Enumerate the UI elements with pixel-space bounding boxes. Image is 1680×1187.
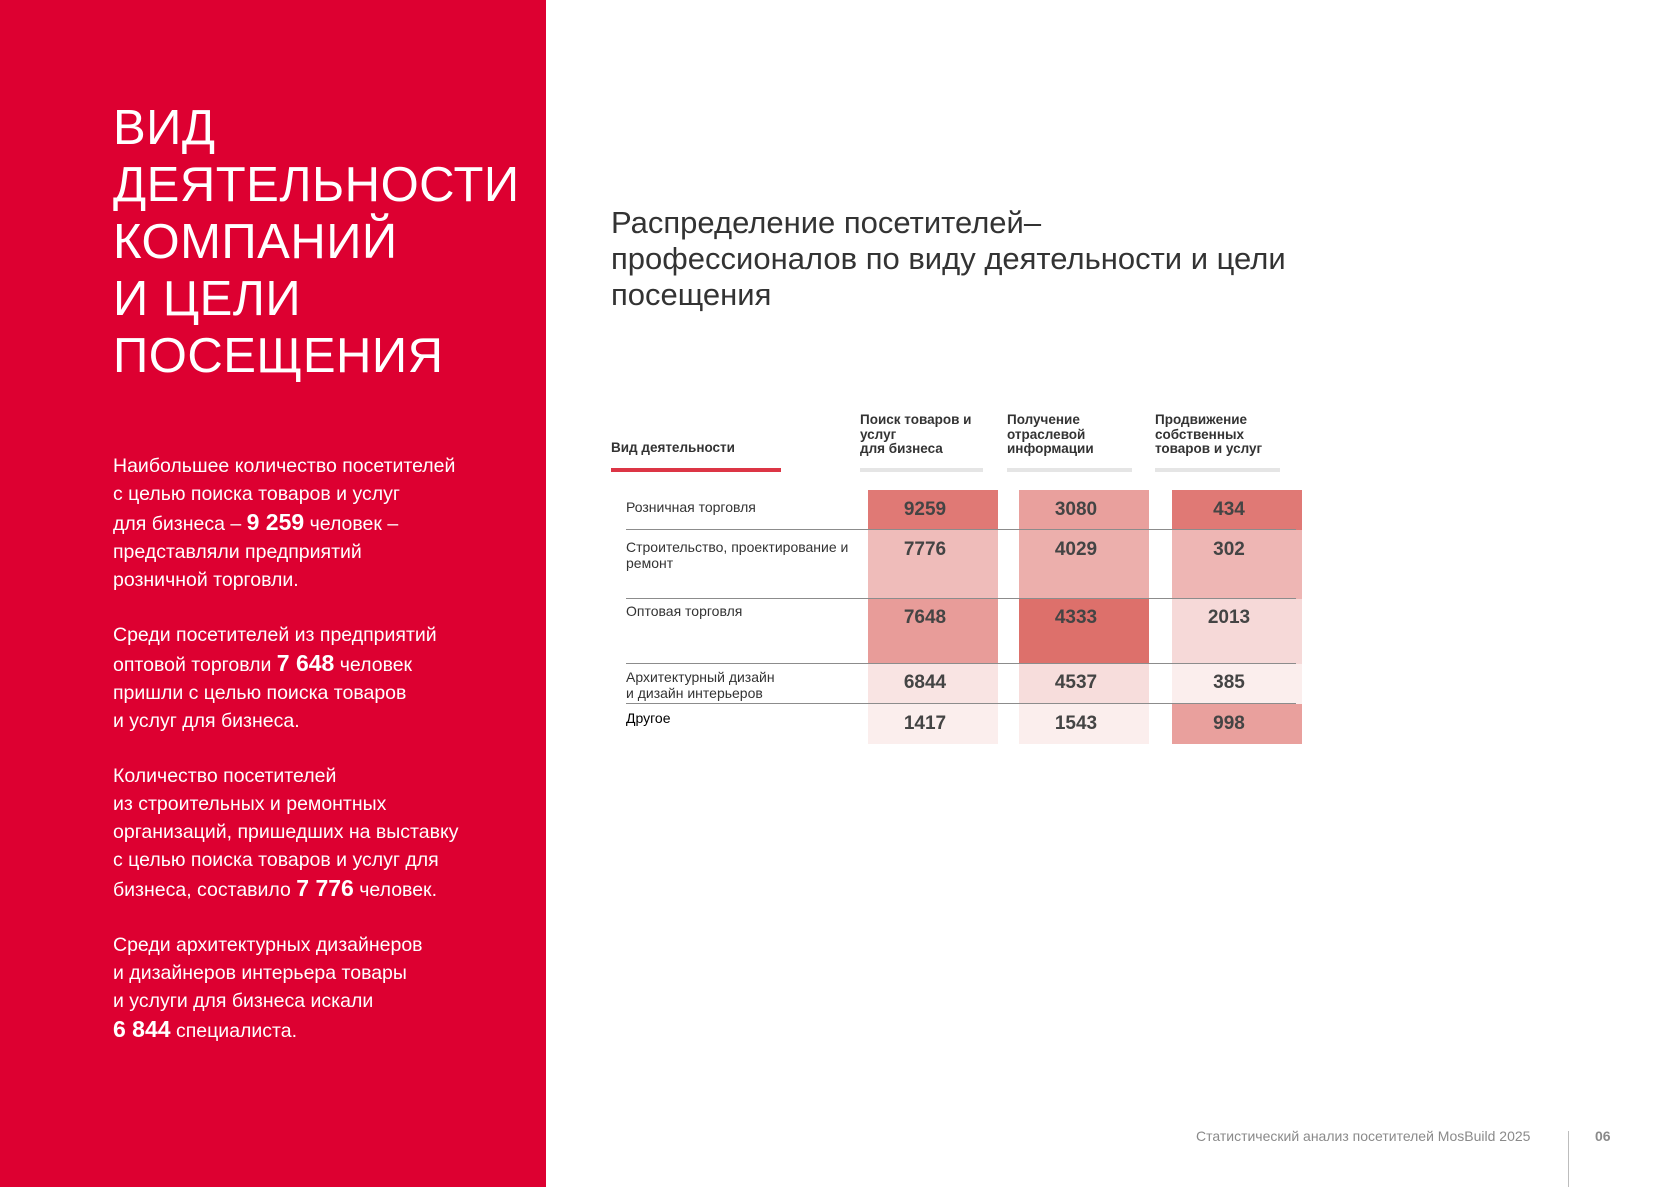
highlight-number: 6 844 bbox=[113, 1016, 171, 1042]
text-line: Среди посетителей из предприятий bbox=[113, 624, 437, 646]
text-line: с целью поиска товаров и услуг bbox=[113, 483, 401, 505]
text-line: представляли предприятий bbox=[113, 541, 362, 563]
text-line: из строительных и ремонтных bbox=[113, 793, 387, 815]
title-line: КОМПАНИЙ bbox=[113, 215, 398, 269]
chart-title-line: Распределение посетителей– bbox=[611, 205, 1042, 240]
table-value: 998 bbox=[1213, 713, 1245, 734]
column-header-line: Поиск товаров и bbox=[860, 412, 972, 427]
table-value: 9259 bbox=[903, 499, 947, 520]
table-value: 434 bbox=[1213, 499, 1245, 520]
title-line: ДЕЯТЕЛЬНОСТИ bbox=[113, 158, 520, 212]
summary-paragraph-construction bbox=[113, 762, 513, 904]
column-header-underline bbox=[860, 468, 983, 472]
row-divider bbox=[626, 598, 1296, 599]
row-label-line: Оптовая торговля bbox=[626, 603, 743, 619]
column-header-line: услуг bbox=[860, 426, 897, 442]
column-header bbox=[1155, 413, 1262, 457]
column-header-line: Получение bbox=[1007, 412, 1080, 427]
row-label-line: ремонт bbox=[626, 554, 674, 571]
table-value: 302 bbox=[1213, 539, 1245, 560]
row-label bbox=[626, 711, 670, 727]
title-line: ВИД bbox=[113, 101, 216, 155]
text-line: человек bbox=[334, 654, 413, 676]
row-label-line: и дизайн интерьеров bbox=[626, 684, 763, 701]
table-value: 2013 bbox=[1207, 607, 1251, 628]
table-value: 1543 bbox=[1054, 713, 1098, 734]
highlight-number: 7 776 bbox=[296, 875, 354, 901]
row-divider bbox=[626, 703, 1296, 704]
text-line: Наибольшее количество посетителей bbox=[113, 455, 456, 477]
table-value: 1417 bbox=[903, 713, 947, 734]
text-line: организаций, пришедших на выставку bbox=[113, 821, 459, 843]
summary-paragraph-wholesale bbox=[113, 621, 513, 735]
text-line: оптовой торговли bbox=[113, 654, 277, 676]
summary-paragraph-retail bbox=[113, 452, 513, 594]
text-line: и услуги для бизнеса искали bbox=[113, 990, 374, 1012]
summary-text bbox=[113, 452, 513, 1072]
text-line: с целью поиска товаров и услуг для bbox=[113, 849, 439, 871]
text-line: Количество посетителей bbox=[113, 765, 337, 787]
column-header-line: товаров и услуг bbox=[1155, 441, 1263, 456]
column-header-underline bbox=[1155, 468, 1280, 472]
column-header bbox=[1007, 413, 1094, 457]
column-header-underline bbox=[1007, 468, 1132, 472]
text-line: человек – bbox=[304, 513, 399, 535]
column-header-line: отраслевой bbox=[1007, 426, 1086, 442]
chart-title-line: посещения bbox=[611, 277, 772, 312]
column-header-line: Продвижение bbox=[1155, 412, 1248, 427]
text-line: и услуг для бизнеса. bbox=[113, 710, 300, 732]
table-value: 6844 bbox=[903, 672, 947, 693]
row-label bbox=[626, 540, 848, 571]
table-value: 3080 bbox=[1054, 499, 1098, 520]
table-value: 7648 bbox=[903, 607, 947, 628]
text-line: пришли с целью поиска товаров bbox=[113, 682, 407, 704]
text-line: Среди архитектурных дизайнеров bbox=[113, 934, 423, 956]
highlight-number: 9 259 bbox=[246, 509, 305, 535]
row-label-line: Розничная торговля bbox=[626, 499, 756, 515]
text-line: человек. bbox=[353, 879, 437, 901]
row-divider bbox=[626, 529, 1296, 530]
table-value: 4333 bbox=[1054, 607, 1098, 628]
row-label-line: Архитектурный дизайн bbox=[626, 669, 775, 685]
text-line: розничной торговли. bbox=[113, 569, 299, 591]
table-value: 7776 bbox=[903, 539, 947, 560]
text-line: для бизнеса – bbox=[113, 513, 247, 535]
row-label bbox=[626, 670, 775, 701]
chart-title-line: профессионалов по виду деятельности и цели bbox=[611, 241, 1286, 276]
highlight-number: 7 648 bbox=[276, 650, 335, 676]
column-header-line: информации bbox=[1007, 441, 1094, 456]
row-label bbox=[626, 604, 742, 620]
text-line: и дизайнеров интерьера товары bbox=[113, 962, 407, 984]
row-label-line: Строительство, проектирование и bbox=[626, 539, 849, 555]
summary-paragraph-design bbox=[113, 931, 513, 1045]
table-value: 4537 bbox=[1054, 672, 1098, 693]
chart-title bbox=[611, 205, 1331, 313]
text-line: специалиста. bbox=[170, 1020, 298, 1042]
left-panel bbox=[0, 0, 546, 1187]
row-label-line: Другое bbox=[626, 710, 671, 726]
text-line: бизнеса, составило bbox=[113, 879, 297, 901]
footer-divider bbox=[1568, 1131, 1569, 1187]
column-header-line: собственных bbox=[1155, 426, 1245, 442]
footer-text: Статистический анализ посетителей MosBuild 2025 bbox=[1196, 1128, 1531, 1144]
page-title bbox=[113, 100, 520, 385]
row-divider bbox=[626, 663, 1296, 664]
title-line: И ЦЕЛИ bbox=[113, 272, 302, 326]
row-label bbox=[626, 500, 756, 516]
column-header bbox=[860, 413, 971, 457]
table-value: 4029 bbox=[1054, 539, 1098, 560]
page-number: 06 bbox=[1595, 1128, 1611, 1144]
row-header-label: Вид деятельности bbox=[611, 440, 735, 455]
row-header-underline bbox=[611, 468, 781, 472]
table-value: 385 bbox=[1213, 672, 1245, 693]
column-header-line: для бизнеса bbox=[860, 441, 943, 456]
title-line: ПОСЕЩЕНИЯ bbox=[113, 329, 444, 383]
